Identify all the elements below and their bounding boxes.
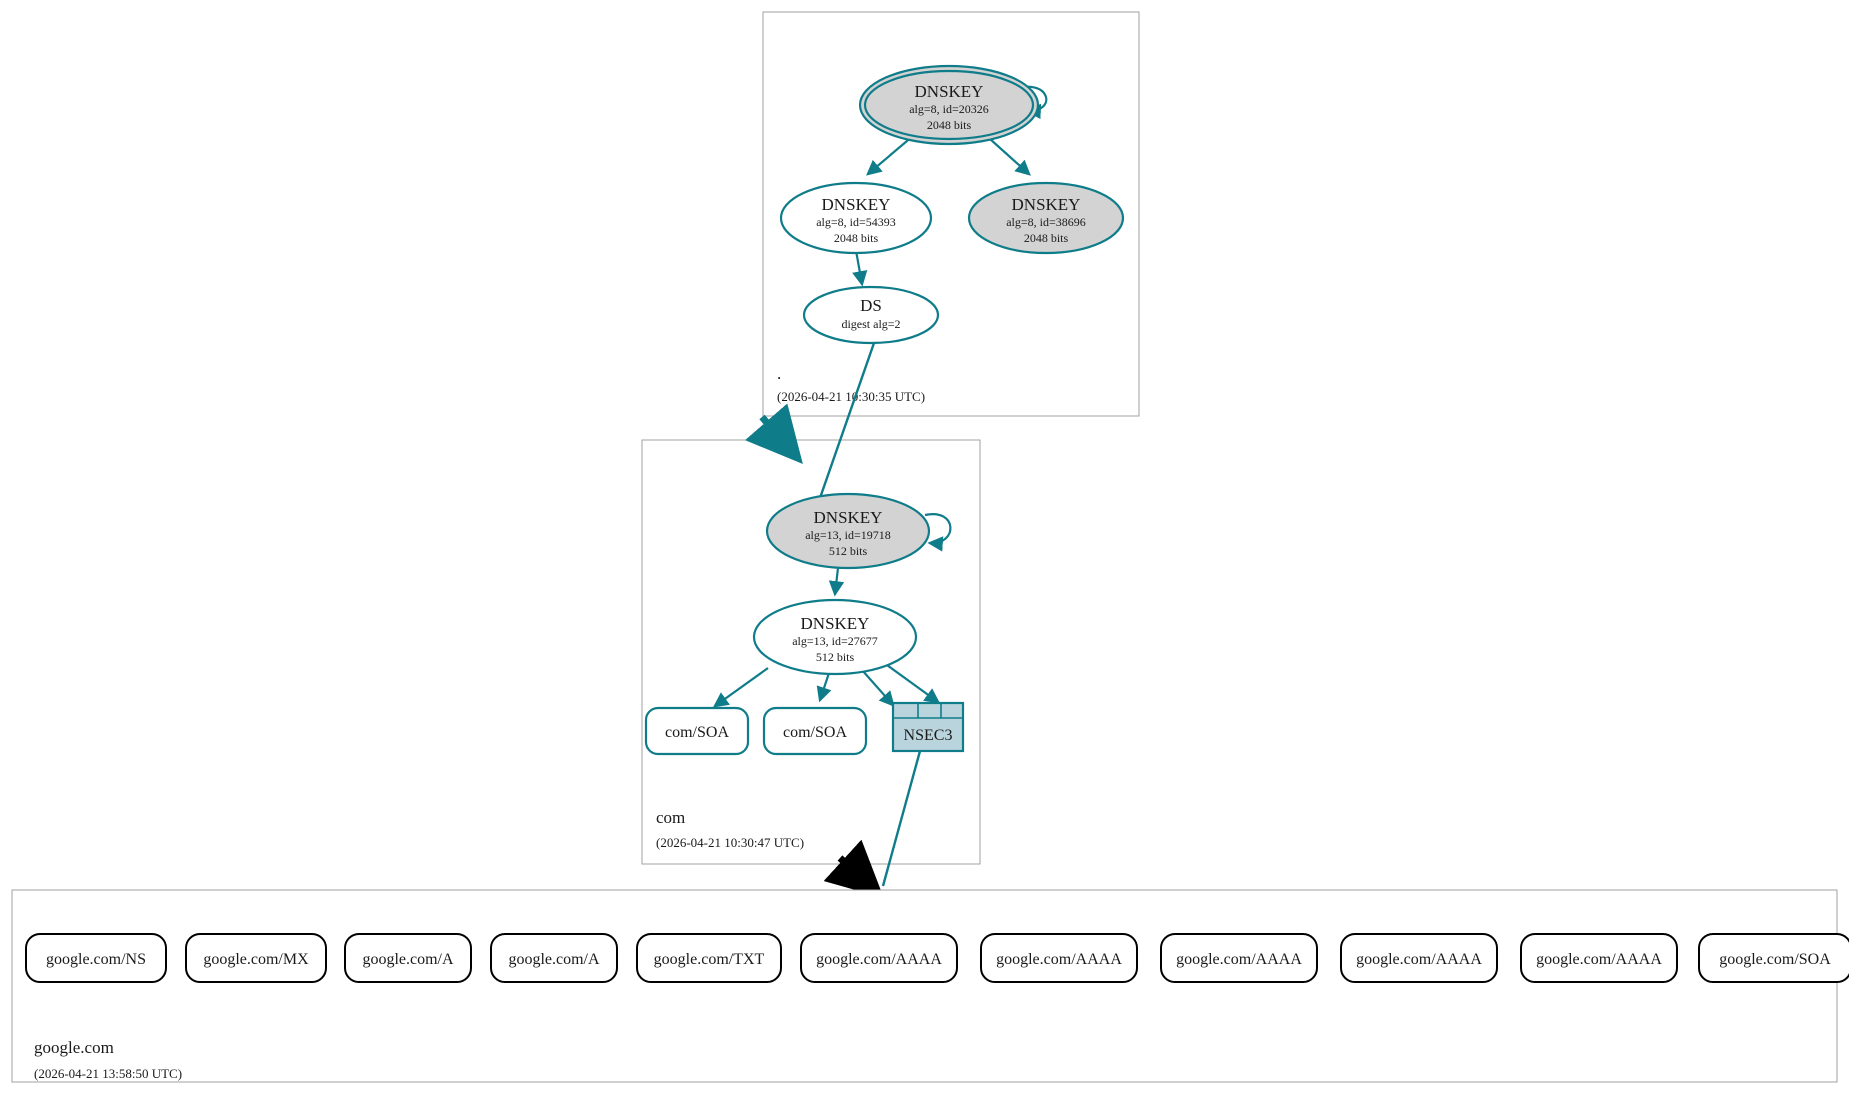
zone-box-googlecom	[12, 890, 1837, 1082]
rrset-google-aaaa-4[interactable]	[1341, 934, 1497, 982]
rrset-google-txt-label: google.com/TXT	[653, 951, 765, 968]
node-dnskey-54393-line3: 2048 bits	[833, 231, 879, 245]
node-dnskey-54393-title: DNSKEY	[821, 195, 891, 214]
rrset-google-a-2[interactable]	[491, 934, 617, 982]
node-dnskey-38696-line2: alg=8, id=38696	[1006, 215, 1086, 229]
rrset-google-aaaa-1-label: google.com/AAAA	[816, 951, 942, 968]
zone-label-com: com	[656, 808, 686, 827]
zone-date-googlecom: (2026-04-21 13:58:50 UTC)	[34, 1066, 183, 1081]
node-dnskey-20326-title: DNSKEY	[914, 82, 984, 101]
rrset-google-a-2-label: google.com/A	[508, 951, 600, 968]
node-dnskey-19718-line2: alg=13, id=19718	[805, 528, 891, 542]
node-dnskey-38696[interactable]	[969, 183, 1123, 253]
rrset-com-soa-2-label: com/SOA	[783, 724, 847, 741]
node-dnskey-20326-line3: 2048 bits	[926, 118, 972, 132]
node-dnskey-27677[interactable]	[754, 600, 916, 674]
rrset-com-soa-1[interactable]	[646, 708, 748, 754]
rrset-google-soa[interactable]	[1699, 934, 1849, 982]
node-dnskey-54393[interactable]	[781, 183, 931, 253]
rrset-google-mx-label: google.com/MX	[203, 951, 309, 968]
rrset-com-soa-2[interactable]	[764, 708, 866, 754]
node-dnskey-54393-line2: alg=8, id=54393	[816, 215, 896, 229]
zone-date-root: (2026-04-21 10:30:35 UTC)	[777, 389, 926, 404]
node-nsec3-label: NSEC3	[903, 727, 953, 744]
node-dnskey-19718[interactable]	[767, 494, 929, 568]
node-nsec3[interactable]	[893, 703, 963, 751]
rrset-google-aaaa-3-label: google.com/AAAA	[1176, 951, 1302, 968]
rrset-com-soa-1-label: com/SOA	[665, 724, 729, 741]
node-dnskey-38696-line3: 2048 bits	[1023, 231, 1069, 245]
node-ds-com[interactable]	[804, 287, 938, 343]
rrset-google-aaaa-5[interactable]	[1521, 934, 1677, 982]
node-dnskey-19718-title: DNSKEY	[813, 508, 883, 527]
zone-label-googlecom: google.com	[34, 1038, 114, 1057]
rrset-google-ns[interactable]	[26, 934, 166, 982]
rrset-google-aaaa-4-label: google.com/AAAA	[1356, 951, 1482, 968]
node-dnskey-20326[interactable]	[860, 66, 1038, 144]
rrset-google-aaaa-5-label: google.com/AAAA	[1536, 951, 1662, 968]
rrset-google-aaaa-2-label: google.com/AAAA	[996, 951, 1122, 968]
rrset-google-a-1[interactable]	[345, 934, 471, 982]
rrset-google-aaaa-2[interactable]	[981, 934, 1137, 982]
node-dnskey-20326-line2: alg=8, id=20326	[909, 102, 989, 116]
node-dnskey-19718-line3: 512 bits	[828, 544, 868, 558]
zone-date-com: (2026-04-21 10:30:47 UTC)	[656, 835, 805, 850]
node-dnskey-27677-line2: alg=13, id=27677	[792, 634, 878, 648]
node-dnskey-38696-title: DNSKEY	[1011, 195, 1081, 214]
node-ds-title: DS	[860, 296, 882, 315]
node-ds-line2: digest alg=2	[841, 317, 901, 331]
rrset-google-soa-label: google.com/SOA	[1719, 951, 1831, 968]
rrset-google-aaaa-1[interactable]	[801, 934, 957, 982]
zone-label-root: .	[777, 364, 782, 383]
rrset-google-ns-label: google.com/NS	[46, 951, 146, 968]
rrset-google-mx[interactable]	[186, 934, 326, 982]
node-dnskey-27677-line3: 512 bits	[815, 650, 855, 664]
rrset-google-txt[interactable]	[637, 934, 781, 982]
rrset-google-aaaa-3[interactable]	[1161, 934, 1317, 982]
rrset-google-a-1-label: google.com/A	[362, 951, 454, 968]
node-dnskey-27677-title: DNSKEY	[800, 614, 870, 633]
